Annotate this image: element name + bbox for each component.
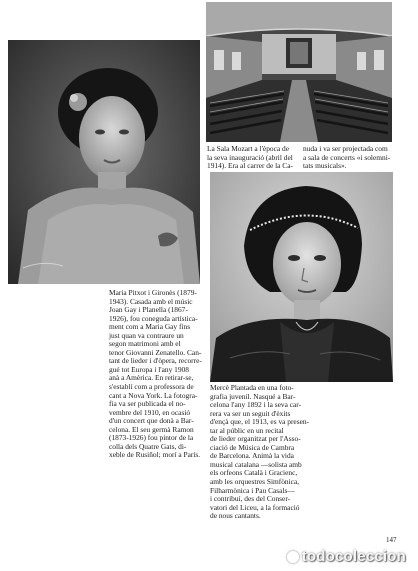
caption-sala-mozart-right [303,145,395,171]
caption-line: vembre del 1910, en ocasió [109,407,191,417]
caption-line: Joan Gay i Planella (1867- [109,305,188,315]
caption-line: celona l'any 1892 i la seva car- [210,400,302,410]
watermark [287,548,406,565]
caption-line: de Barcelona. Animà la vida [210,451,294,461]
watermark-logo-icon [287,551,299,563]
caption-line: 1914). Era al carrer de la Ca- [207,161,293,171]
caption-line: xeble de Rusiñol; morí a París. [109,450,201,460]
photo-maria-pitxot [8,40,200,284]
caption-line: gué tot Europa i l'any 1908 [109,364,189,374]
caption-line: Mercè Plantada en una foto- [210,383,294,392]
caption-line: tar al públic en un recital [210,425,284,435]
caption-sala-mozart-left [207,145,297,171]
caption-line: s'establí com a professora de [109,382,194,392]
caption-line: tenor Giovanni Zenatello. Can- [109,347,202,357]
caption-line: a sala de concerts «i solemni- [303,152,391,162]
concert-hall-image [206,2,392,142]
caption-line: ment com a Maria Gay fins [109,322,191,332]
caption-line: Maria Pitxot i Gironès (1879- [109,288,197,297]
caption-line: tats musicals». [303,161,347,171]
caption-line: d'ençà que, el 1913, es va presen- [210,417,310,427]
caption-line: grafia juvenil. Nasqué a Bar- [210,391,296,401]
watermark-text: todocoleccion [301,548,406,565]
caption-maria-pitxot [109,289,203,460]
page-number: 147 [386,536,397,544]
caption-line: vatori del Liceu, a la formació [210,502,300,512]
caption-line: cant a Nova York. La fotogra- [109,390,198,400]
caption-line: celona. El seu germà Ramon [109,424,194,434]
photo-sala-mozart [206,2,392,142]
caption-line: ciació de Música de Cambra [210,442,295,452]
caption-line: 1943). Casada amb el músic [109,296,193,306]
caption-merce-plantada [210,384,393,521]
caption-line: la seva inauguració (abril del [207,152,293,162]
caption-line: nuda i va ser projectada com [303,144,388,153]
caption-line: just quan va contraure un [109,330,184,340]
caption-line: anà a Amèrica. En retirar-se, [109,373,194,383]
caption-line: Filharmònica i Pau Casals— [210,485,295,495]
caption-line: i contribuí, des del Conser- [210,494,291,504]
portrait-image [210,172,393,382]
caption-line: els orfeons Català i Gracienc, [210,468,298,478]
caption-line: de nous cantants. [210,511,261,521]
caption-line: 1926), fou coneguda artística- [109,313,198,323]
caption-line: (1873-1926) fou pintor de la [109,433,194,443]
caption-line: tant de lieder i d'òpera, recorre- [109,356,202,366]
caption-line: de lieder organitzat per l'Asso- [210,434,301,444]
caption-line: segon matrimoni amb el [109,339,181,349]
caption-line: d'un concert que donà a Bar- [109,416,194,426]
caption-line: musical catalana —solista amb [210,459,302,469]
photo-merce-plantada [210,172,393,382]
caption-line: colla dels Quatre Gats, di- [109,441,187,451]
caption-line: amb les orquestres Simfònica, [210,477,300,487]
portrait-image [8,40,200,284]
caption-line: La Sala Mozart a l'època de [207,144,289,153]
caption-line: fia va ser publicada el no- [109,399,186,409]
caption-line: rera va ser un seguit d'èxits [210,408,291,418]
